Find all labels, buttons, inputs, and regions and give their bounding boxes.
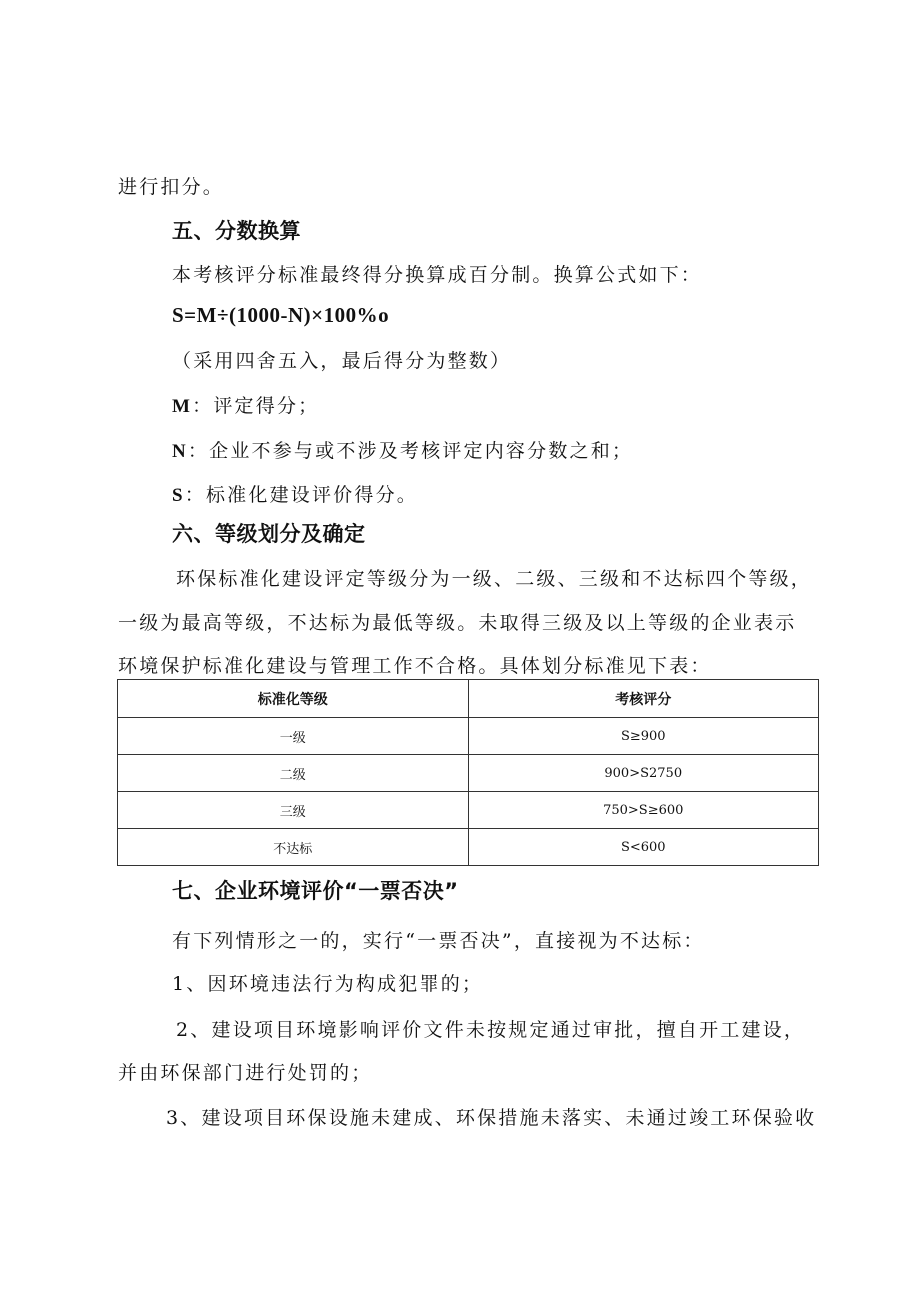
table-row <box>118 755 819 792</box>
definition-text: ：企业不参与或不涉及考核评定内容分数之和； <box>187 440 634 462</box>
table-row <box>118 829 819 866</box>
table-cell: S<600 <box>468 829 819 866</box>
table-row <box>118 718 819 755</box>
table-cell: 900>S2750 <box>468 755 819 792</box>
definition-n <box>172 436 633 463</box>
list-item: 1、因环境违法行为构成犯罪的； <box>172 973 484 995</box>
list-item: 3、建设项目环保设施未建成、环保措施未落实、未通过竣工环保验收 <box>166 1107 817 1129</box>
section-heading-5: 五、分数换算 <box>172 219 301 243</box>
definition-text: ：评定得分； <box>192 395 320 417</box>
paragraph: 有下列情形之一的，实行“一票否决”，直接视为不达标： <box>172 930 705 952</box>
grade-table <box>117 679 819 866</box>
variable-label: N <box>172 441 188 462</box>
paragraph: 一级为最高等级，不达标为最低等级。未取得三级及以上等级的企业表示 <box>118 612 797 634</box>
definition-text: ：标准化建设评价得分。 <box>184 484 418 506</box>
paragraph: 环保标准化建设评定等级分为一级、二级、三级和不达标四个等级， <box>176 568 813 590</box>
paragraph: 环境保护标准化建设与管理工作不合格。具体划分标准见下表： <box>118 655 712 677</box>
list-item: 2、建设项目环境影响评价文件未按规定通过审批，擅自开工建设， <box>176 1019 806 1041</box>
definition-s <box>172 480 418 507</box>
table-row <box>118 792 819 829</box>
table-cell: 一级 <box>118 718 469 755</box>
list-item-continuation: 并由环保部门进行处罚的； <box>118 1062 373 1084</box>
table-header-row <box>118 680 819 718</box>
table-cell: 不达标 <box>118 829 469 866</box>
formula: S=M÷(1000-N)×100%o <box>172 303 390 327</box>
text-line: 进行扣分。 <box>118 176 225 198</box>
section-heading-7: 七、企业环境评价“一票否决” <box>172 879 459 903</box>
table-header-cell: 考核评分 <box>468 680 819 718</box>
variable-label: M <box>172 396 193 417</box>
table-cell: 三级 <box>118 792 469 829</box>
definition-m <box>172 391 319 418</box>
table-cell: 二级 <box>118 755 469 792</box>
table-cell: S≥900 <box>468 718 819 755</box>
rounding-note: （采用四舍五入，最后得分为整数） <box>172 350 512 372</box>
section-heading-6: 六、等级划分及确定 <box>172 522 366 546</box>
table-cell: 750>S≥600 <box>468 792 819 829</box>
paragraph: 本考核评分标准最终得分换算成百分制。换算公式如下： <box>172 264 703 286</box>
variable-label: S <box>172 485 185 506</box>
table-header-cell: 标准化等级 <box>118 680 469 718</box>
